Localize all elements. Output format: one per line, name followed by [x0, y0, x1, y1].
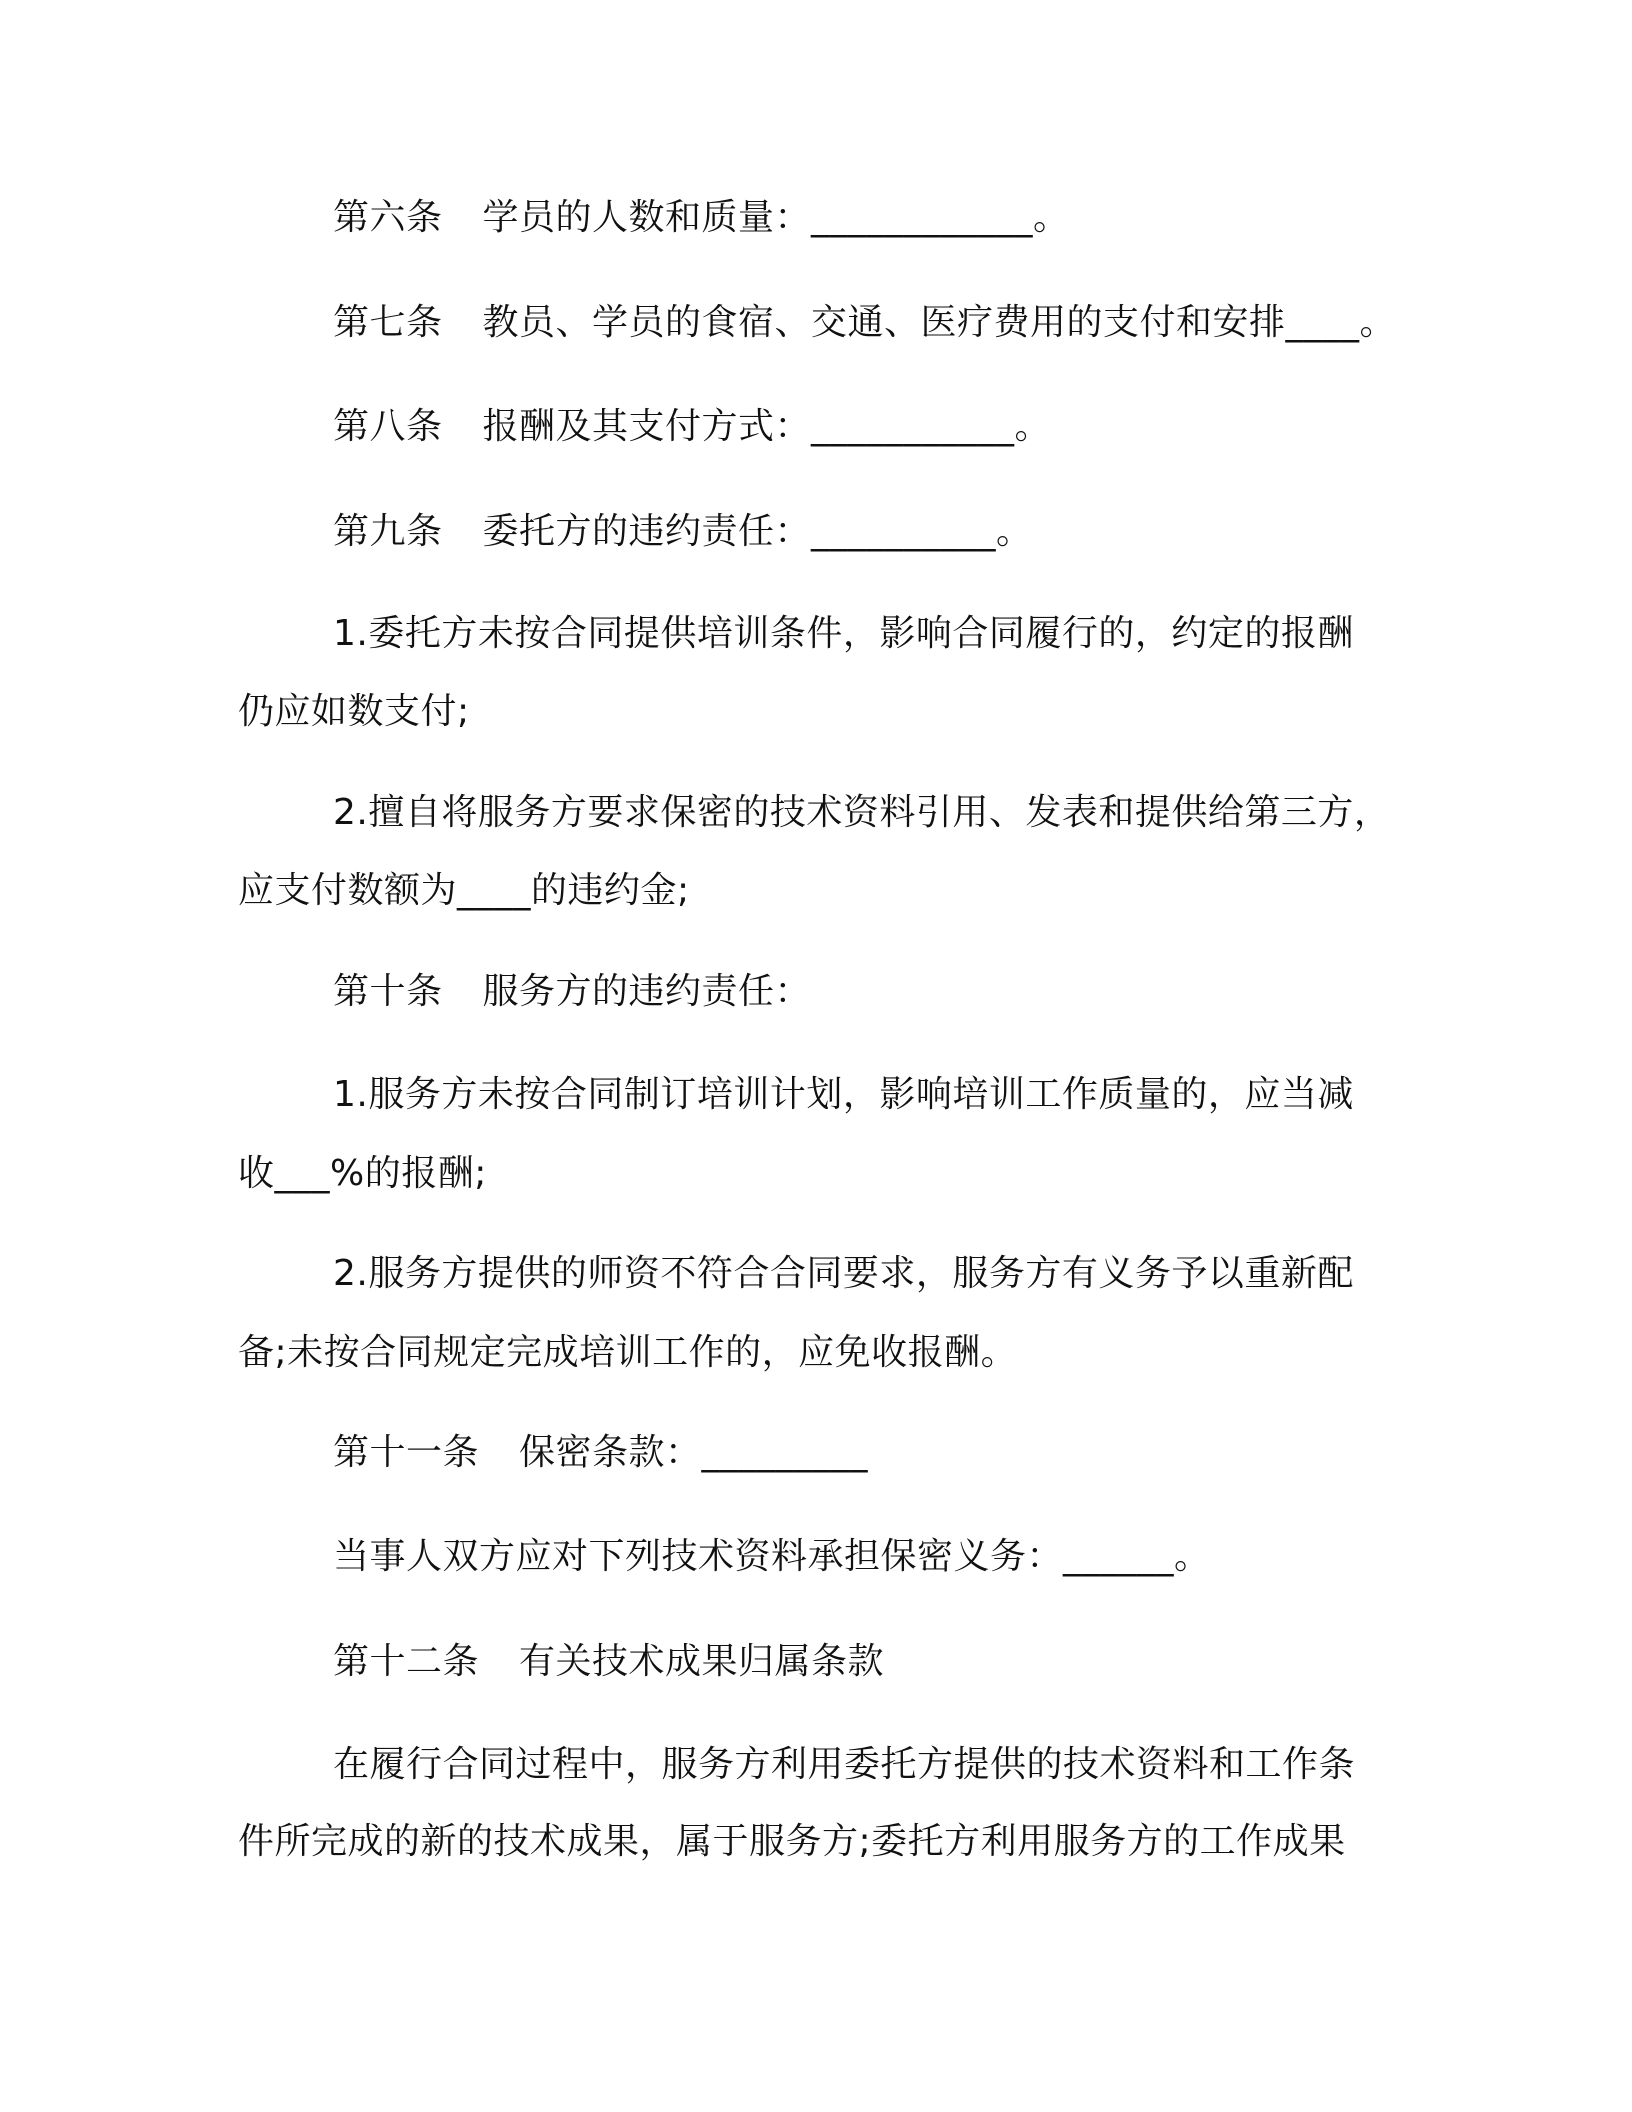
article-9-item-2-line-2: 应支付数额为____的违约金;	[238, 870, 690, 911]
article-10-item-2-line-2: 备;未按合同规定完成培训工作的，应免收报酬。	[238, 1332, 1018, 1373]
article-8	[333, 405, 1051, 449]
article-12-body-line-1: 在履行合同过程中，服务方利用委托方提供的技术资料和工作条	[333, 1744, 1356, 1785]
article-12-body-line-2: 件所完成的新的技术成果，属于服务方;委托方利用服务方的工作成果	[238, 1821, 1346, 1862]
article-10-item-1-line-1: 1.服务方未按合同制订培训计划，影响培训工作质量的，应当减	[333, 1074, 1354, 1115]
article-12	[333, 1640, 884, 1684]
article-text: 学员的人数和质量：____________。	[482, 197, 1070, 238]
article-9-item-1-line-1: 1.委托方未按合同提供培训条件，影响合同履行的，约定的报酬	[333, 613, 1354, 654]
article-number: 第十二条	[333, 1641, 480, 1682]
article-number: 第十一条	[333, 1432, 480, 1473]
article-number: 第八条	[333, 406, 443, 447]
article-10-item-1-line-2: 收___%的报酬;	[238, 1153, 487, 1194]
article-number: 第六条	[333, 197, 443, 238]
article-text: 有关技术成果归属条款	[519, 1641, 885, 1682]
article-11-body: 当事人双方应对下列技术资料承担保密义务：______。	[333, 1536, 1211, 1577]
article-11	[333, 1431, 868, 1475]
article-text: 委托方的违约责任：__________。	[482, 511, 1033, 552]
article-text: 保密条款：_________	[519, 1432, 869, 1473]
article-number: 第九条	[333, 511, 443, 552]
article-text: 服务方的违约责任：	[482, 971, 812, 1012]
article-7	[333, 301, 1396, 345]
article-6	[333, 196, 1070, 240]
article-10-item-2-line-1: 2.服务方提供的师资不符合合同要求，服务方有义务予以重新配	[333, 1253, 1354, 1294]
article-9	[333, 510, 1033, 554]
article-10	[333, 970, 811, 1014]
article-9-item-1-line-2: 仍应如数支付;	[238, 691, 470, 732]
article-text: 教员、学员的食宿、交通、医疗费用的支付和安排____。	[482, 302, 1397, 343]
article-number: 第十条	[333, 971, 443, 1012]
article-9-item-2-line-1: 2.擅自将服务方要求保密的技术资料引用、发表和提供给第三方，	[333, 792, 1391, 833]
article-text: 报酬及其支付方式：___________。	[482, 406, 1052, 447]
article-number: 第七条	[333, 302, 443, 343]
